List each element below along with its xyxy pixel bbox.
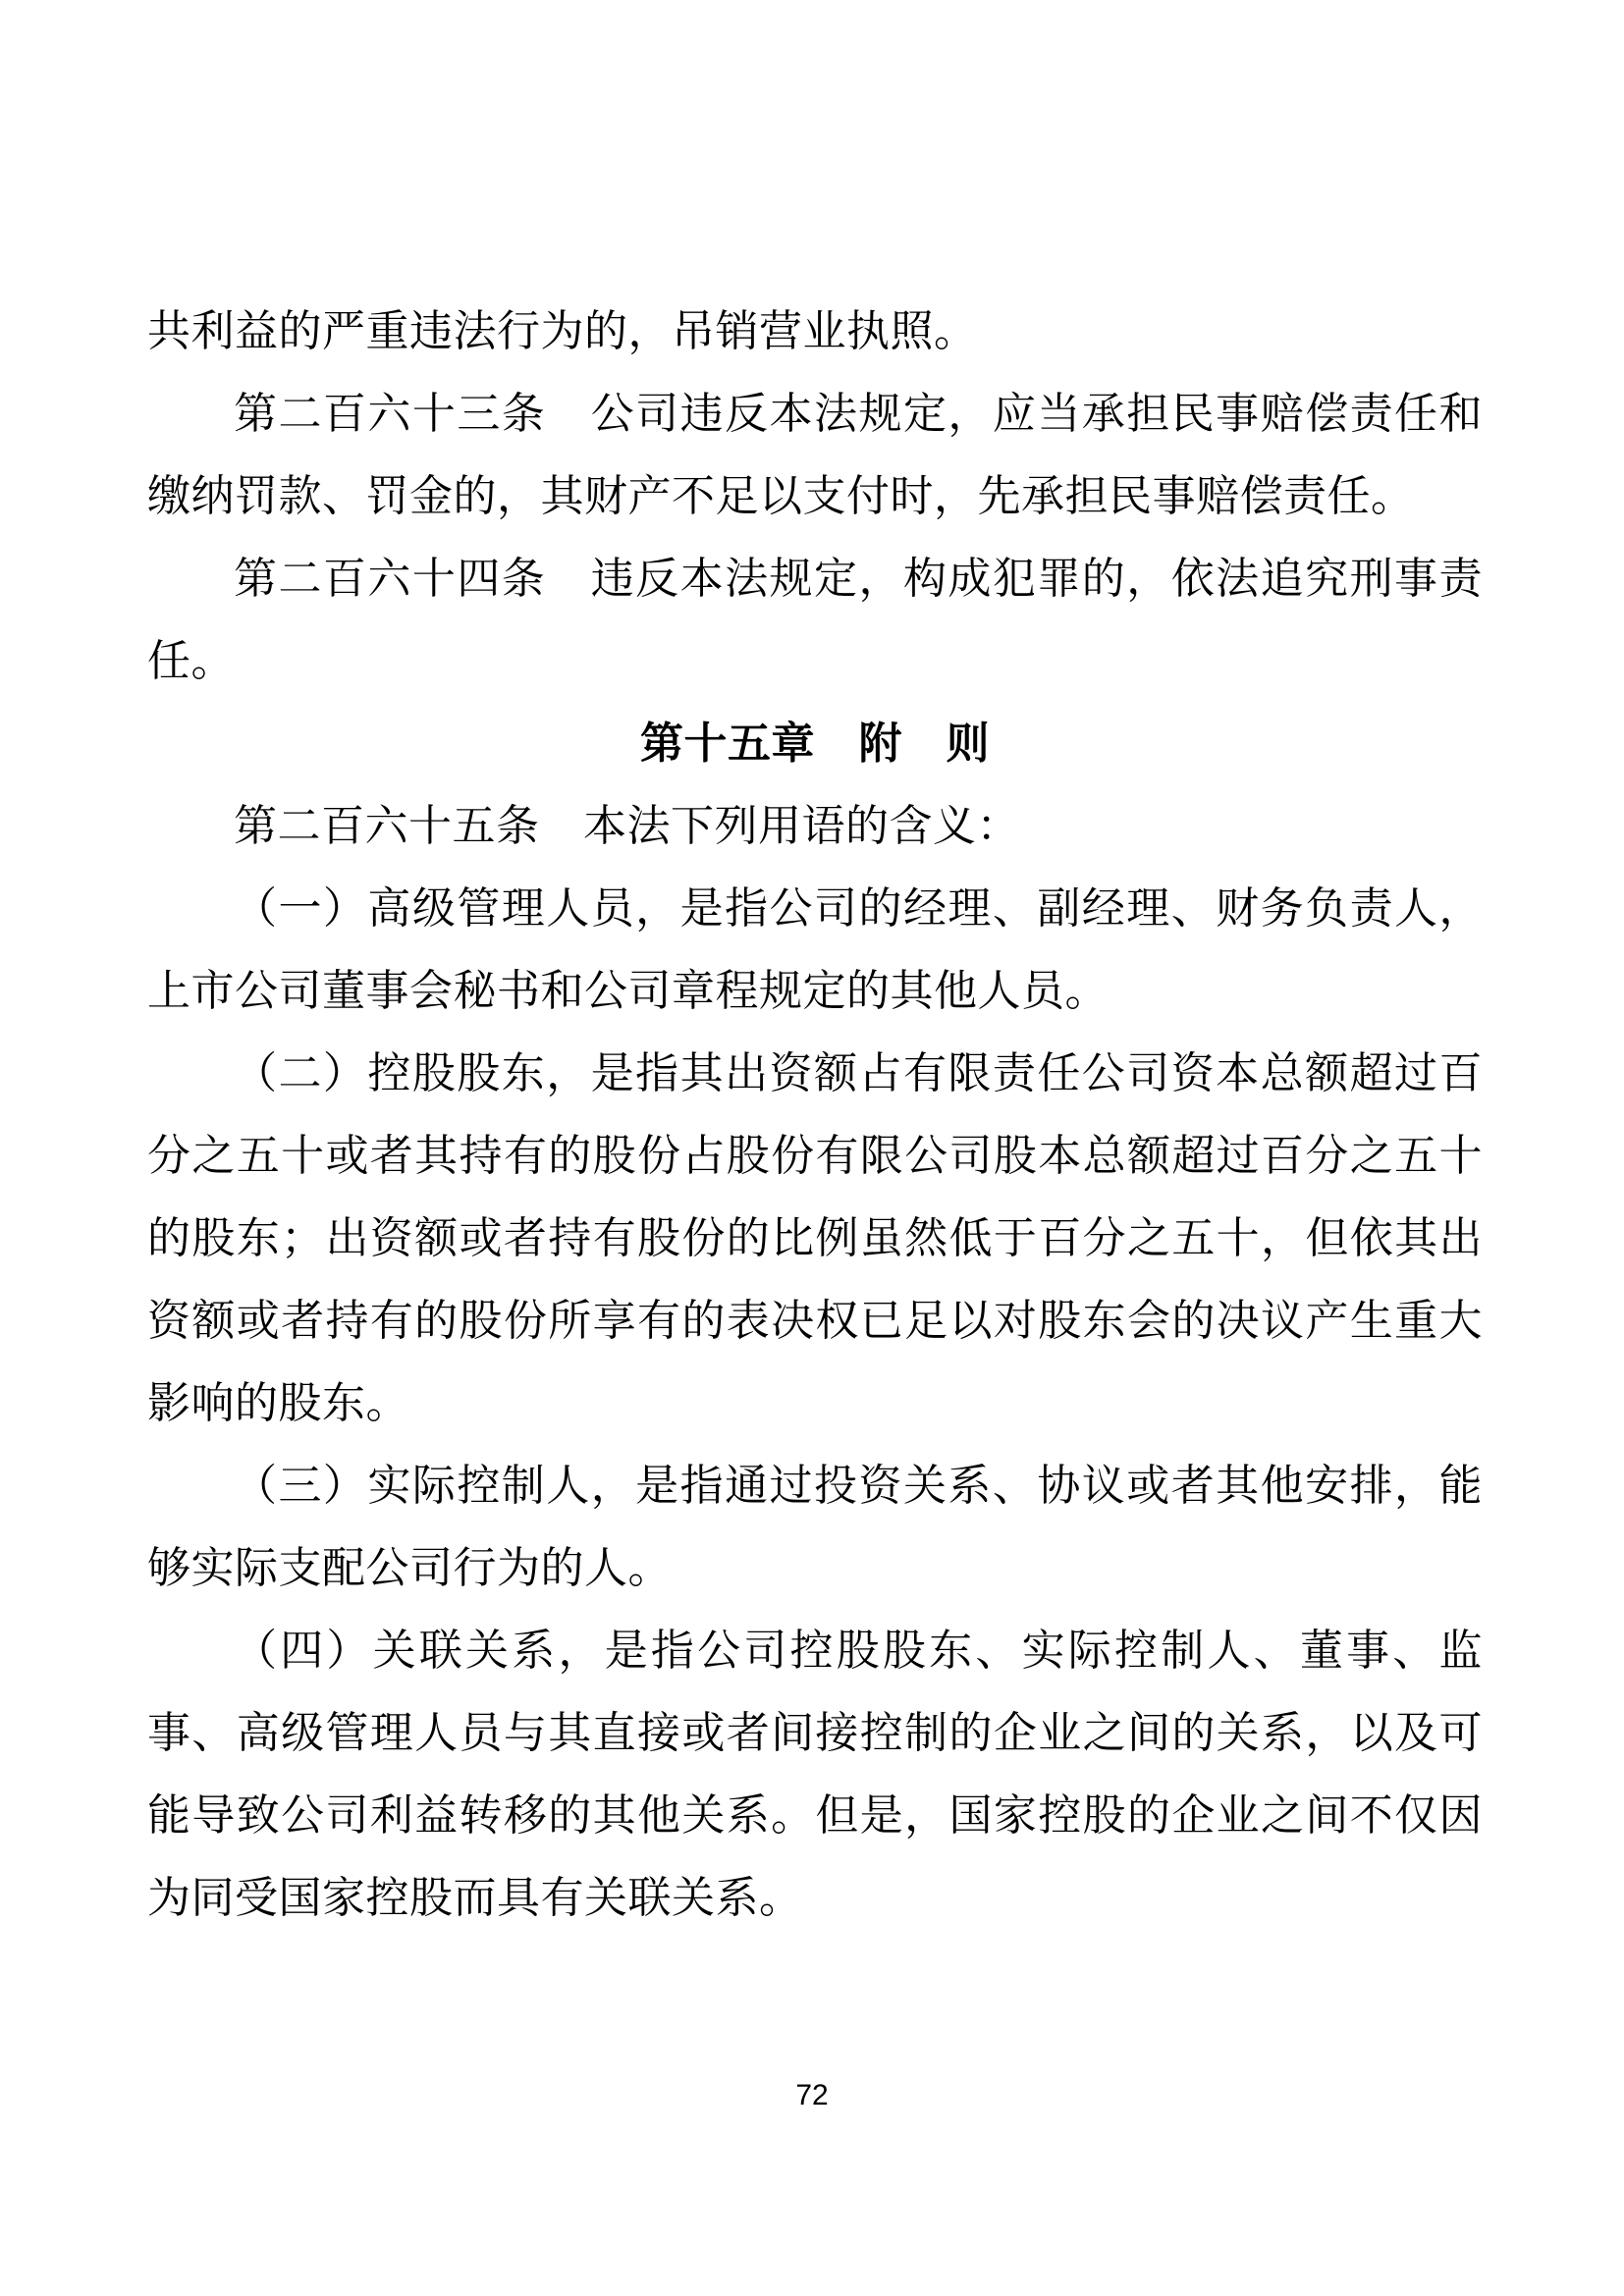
paragraph-article-263: 第二百六十三条 公司违反本法规定，应当承担民事赔偿责任和缴纳罚款、罚金的，其财产不足以支付时，先承担民事赔偿责任。 (147, 390, 1483, 520)
definition-item-1: （一）高级管理人员，是指公司的经理、副经理、财务负责人，上市公司董事会秘书和公司章程规定的其他人员。 (147, 884, 1483, 1015)
document-body (147, 291, 1483, 1940)
paragraph-article-265: 第二百六十五条 本法下列用语的含义： (234, 802, 1020, 850)
definition-item-4: （四）关联关系，是指公司控股股东、实际控制人、董事、监事、高级管理人员与其直接或者间接控制的企业之间的关系，以及可能导致公司利益转移的其他关系。但是，国家控股的企业之间不仅因为同受国家控股而具有关联关系。 (147, 1627, 1483, 1922)
definition-item-2: （二）控股股东，是指其出资额占有限责任公司资本总额超过百分之五十或者其持有的股份占股份有限公司股本总额超过百分之五十的股东；出资额或者持有股份的比例虽然低于百分之五十，但依其出资额或者持有的股份所享有的表决权已足以对股东会的决议产生重大影响的股东。 (147, 1049, 1483, 1427)
page-number: 72 (795, 2079, 829, 2111)
definition-item-3: （三）实际控制人，是指通过投资关系、协议或者其他安排，能够实际支配公司行为的人。 (147, 1462, 1483, 1592)
paragraph-article-264: 第二百六十四条 违反本法规定，构成犯罪的，依法追究刑事责任。 (147, 555, 1483, 685)
paragraph-continuation: 共利益的严重违法行为的，吊销营业执照。 (147, 307, 978, 355)
page-footer (0, 2079, 1624, 2112)
chapter-heading: 第十五章 附 则 (640, 720, 990, 768)
